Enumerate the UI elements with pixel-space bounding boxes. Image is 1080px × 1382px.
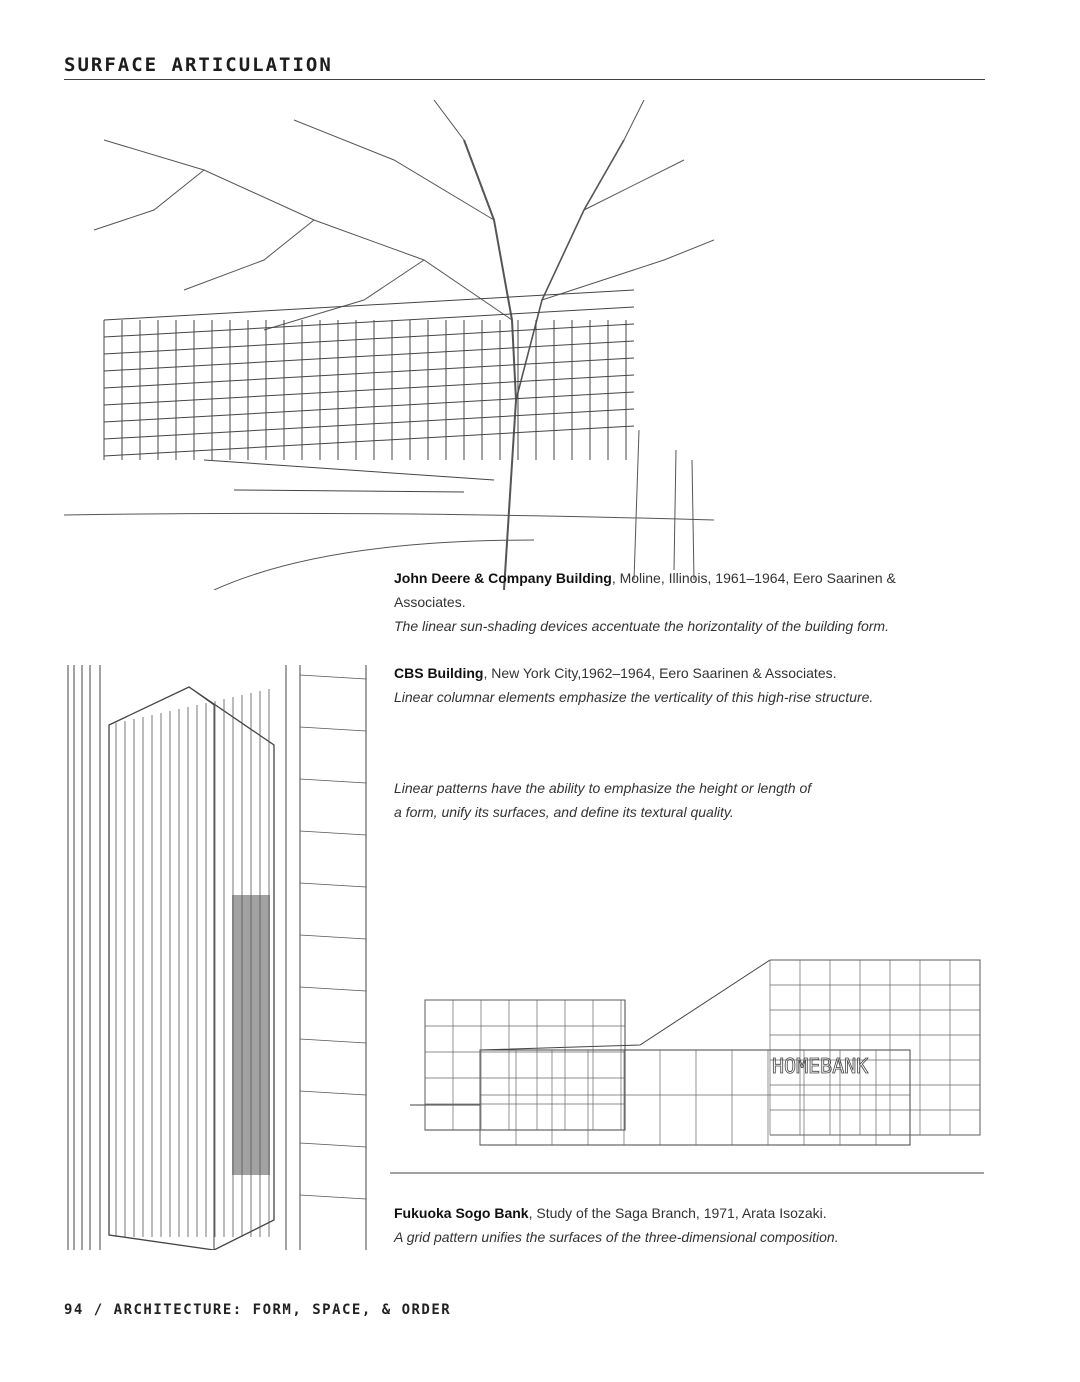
page-footer: 94 / ARCHITECTURE: FORM, SPACE, & ORDER (64, 1302, 452, 1318)
cbs-caption (394, 661, 954, 709)
john-deere-caption (394, 566, 954, 638)
fukuoka-sogo-bank-sketch (390, 955, 984, 1180)
page-title: SURFACE ARTICULATION (64, 54, 333, 76)
fukuoka-caption (394, 1201, 954, 1249)
fukuoka-meta: , Study of the Saga Branch, 1971, Arata Isozaki. (528, 1205, 827, 1221)
cbs-building-sketch (64, 665, 370, 1250)
john-deere-description: The linear sun-shading devices accentuate the horizontality of the building form. (394, 618, 889, 634)
cbs-meta: , New York City,1962–1964, Eero Saarinen & Associates. (483, 665, 837, 681)
john-deere-meta: , Moline, Illinois, 1961–1964, Eero Saarinen & Associates. (394, 570, 896, 610)
bank-sign: HOMEBANK (772, 1054, 869, 1078)
fukuoka-name: Fukuoka Sogo Bank (394, 1205, 529, 1221)
header-rule (64, 79, 985, 80)
john-deere-sketch (64, 100, 714, 590)
fukuoka-description: A grid pattern unifies the surfaces of the three-dimensional composition. (394, 1229, 839, 1245)
john-deere-name: John Deere & Company Building (394, 570, 612, 586)
cbs-name: CBS Building (394, 665, 484, 681)
body-paragraph: Linear patterns have the ability to emphasize the height or length of a form, unify its surfaces, and define its textural quality. (394, 780, 812, 820)
cbs-description: Linear columnar elements emphasize the verticality of this high-rise structure. (394, 689, 874, 705)
